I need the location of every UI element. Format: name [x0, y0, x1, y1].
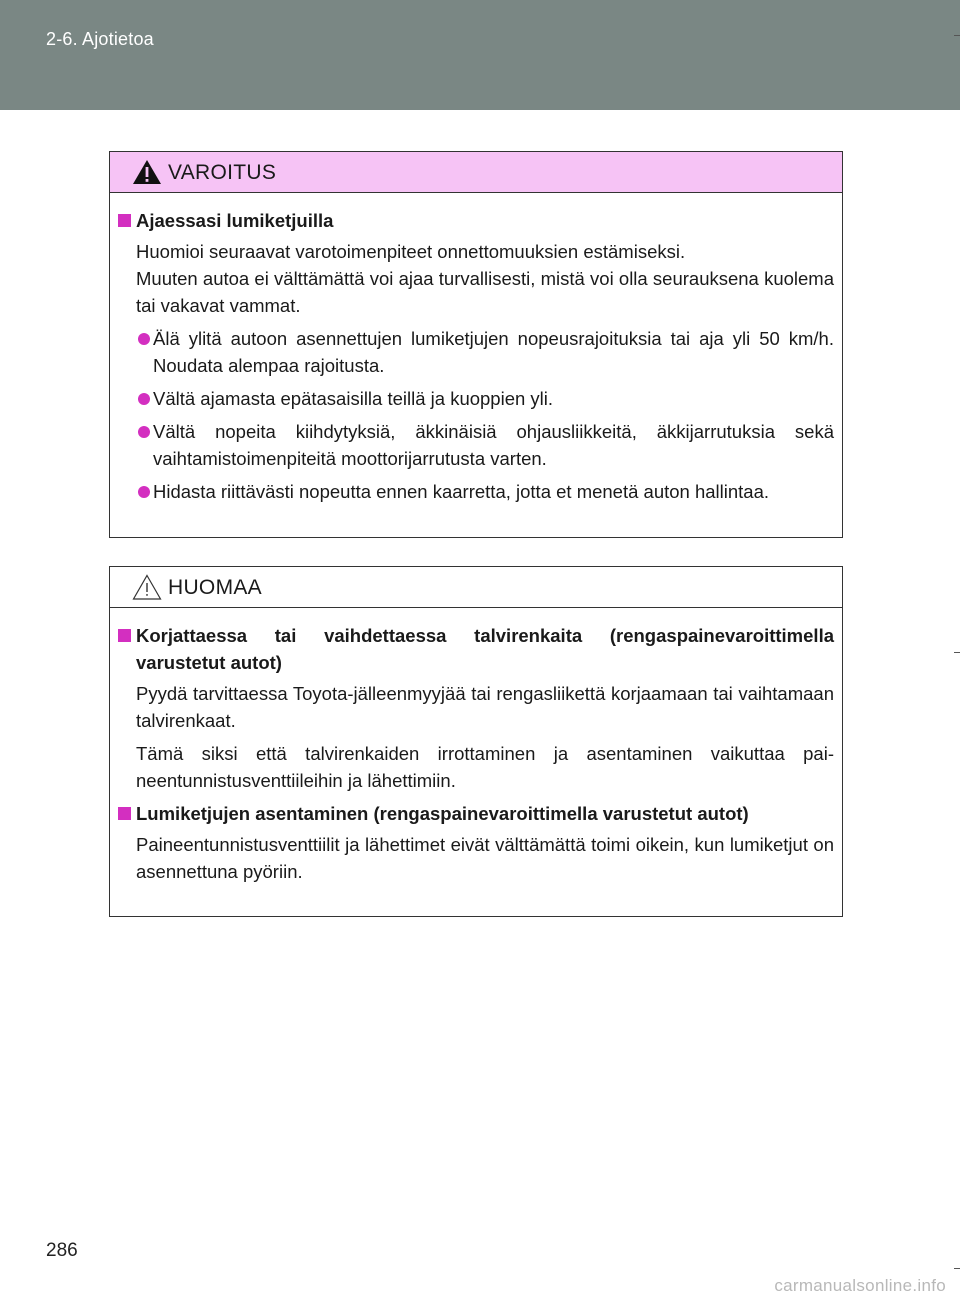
notice-section-heading: Lumiketjujen asentaminen (rengaspainevaroittimella varustetut autot): [118, 800, 834, 827]
warning-intro: Huomioi seuraavat varotoimenpiteet onnettomuuksien estämiseksi.: [136, 241, 686, 262]
warning-section-heading: Ajaessasi lumiketjuilla: [118, 207, 834, 234]
watermark: carmanualsonline.info: [774, 1276, 946, 1295]
caution-triangle-icon: [132, 574, 162, 600]
square-bullet-icon: [118, 629, 131, 642]
round-bullet-icon: [138, 486, 150, 498]
warning-bullet: Vältä nopeita kiihdytyksiä, äkkinäisiä ohjausliikkeitä, äkkijarrutuksia sekä vaihtamistoimenpiteitä moottorijarrutusta varten.: [118, 418, 834, 472]
notice-paragraph: Tämä siksi että talvirenkaiden irrottaminen ja asentaminen vaikuttaa pai-neentunnistusventtiileihin ja lähettimiin.: [136, 743, 834, 791]
notice-title: HUOMAA: [168, 576, 262, 599]
square-bullet-icon: [118, 807, 131, 820]
square-bullet-icon: [118, 214, 131, 227]
section-title: 2-6. Ajotietoa: [46, 29, 154, 49]
warning-bullet: Älä ylitä autoon asennettujen lumiketjujen nopeusrajoituksia tai aja yli 50 km/h. Noudata alempaa rajoitusta.: [118, 325, 834, 379]
page-header: [0, 0, 960, 110]
warning-intro: Muuten autoa ei välttämättä voi ajaa turvallisesti, mistä voi olla seurauksena kuolema tai vakavat vammat.: [136, 268, 834, 316]
round-bullet-icon: [138, 333, 150, 345]
trim-mark: [954, 652, 960, 653]
warning-bullet: Hidasta riittävästi nopeutta ennen kaarretta, jotta et menetä auton hallintaa.: [118, 478, 834, 505]
notice-paragraph: Pyydä tarvittaessa Toyota-jälleenmyyjää tai rengasliikettä korjaamaan tai vaihtamaan talvirenkaat.: [136, 683, 834, 731]
notice-header: [110, 567, 842, 608]
notice-paragraph: Paineentunnistusventtiilit ja lähettimet eivät välttämättä toimi oikein, kun lumiketjut on asennettuna pyöriin.: [136, 834, 834, 882]
notice-section-heading: Korjattaessa tai vaihdettaessa talvirenkaita (rengaspainevaroittimella varustetut autot): [118, 622, 834, 676]
warning-triangle-icon: [132, 159, 162, 185]
notice-body: [110, 608, 842, 885]
page-number: 286: [46, 1240, 78, 1261]
round-bullet-icon: [138, 426, 150, 438]
warning-body: [110, 193, 842, 505]
round-bullet-icon: [138, 393, 150, 405]
warning-box: [109, 151, 843, 538]
notice-box: [109, 566, 843, 917]
warning-title: VAROITUS: [168, 161, 277, 184]
warning-header: [110, 152, 842, 193]
trim-mark: [954, 35, 960, 36]
warning-bullet: Vältä ajamasta epätasaisilla teillä ja kuoppien yli.: [118, 385, 834, 412]
trim-mark: [954, 1268, 960, 1269]
